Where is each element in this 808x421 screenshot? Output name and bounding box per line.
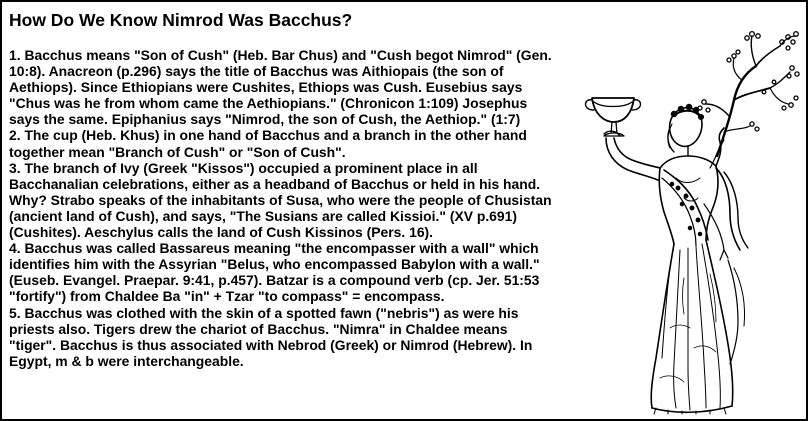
text-line: 3. The branch of Ivy (Greek "Kissos") occupied a prominent place in all — [9, 159, 478, 176]
text-line: says the same. Epiphanius says "Nimrod, the son of Cush, the Aethiop." (1:7) — [9, 111, 521, 128]
text-line: Bacchanalian celebrations, either as a headband of Bacchus or held in his hand. — [9, 175, 541, 192]
body-text — [9, 47, 552, 369]
text-line: (Cushites). Aeschylus calls the land of Cush Kissinos (Pers. 16). — [9, 224, 434, 241]
text-line: identifies him with the Assyrian "Belus, who encompassed Babylon with a wall." — [9, 256, 540, 273]
text-line: (ancient land of Cush), and says, "The Susians are called Kissioi." (XV p.691) — [9, 207, 517, 224]
text-line: priests also. Tigers drew the chariot of Bacchus. "Nimra" in Chaldee means — [9, 320, 508, 337]
robe — [651, 240, 744, 414]
text-line: (Euseb. Evangel. Praepar. 9:41, p.457). Batzar is a compound verb (cp. Jer. 51:53 — [9, 272, 540, 289]
text-line: "tiger". Bacchus is thus associated with Nebrod (Greek) or Nimrod (Hebrew). In — [9, 336, 533, 353]
text-line: 2. The cup (Heb. Khus) in one hand of Bacchus and a branch in the other hand — [9, 127, 527, 144]
page-title: How Do We Know Nimrod Was Bacchus? — [9, 10, 353, 30]
cup-icon — [586, 98, 641, 136]
text-line: 5. Bacchus was clothed with the skin of a spotted fawn ("nebris") as were his — [9, 304, 519, 321]
head-wreath — [668, 104, 704, 156]
text-line: Aethiops). Since Ethiopians were Cushites, Ethiops was Cush. Eusebius says — [9, 79, 523, 96]
text-line: "Chus was he from whom came the Aethiopians." (Chronicon 1:109) Josephus — [9, 95, 528, 112]
text-line: 1. Bacchus means "Son of Cush" (Heb. Bar Chus) and "Cush begot Nimrod" (Gen. — [9, 47, 552, 63]
text-line: Egypt, m & b were interchangeable. — [9, 352, 244, 369]
bacchus-figure-illustration — [584, 28, 804, 416]
ivy-branch-icon — [698, 32, 799, 156]
text-line: Why? Strabo speaks of the inhabitants of Susa, who were the people of Chusistan — [9, 191, 552, 208]
text-line: 4. Bacchus was called Bassareus meaning "the encompasser with a wall" which — [9, 240, 539, 257]
text-line: "fortify") from Chaldee Ba "in" + Tzar "to compass" = encompass. — [9, 288, 445, 305]
text-line: together mean "Branch of Cush" or "Son of Cush". — [9, 143, 346, 160]
text-line: 10:8). Anacreon (p.296) says the title of Bacchus was Aithiopais (the son of — [9, 63, 504, 80]
